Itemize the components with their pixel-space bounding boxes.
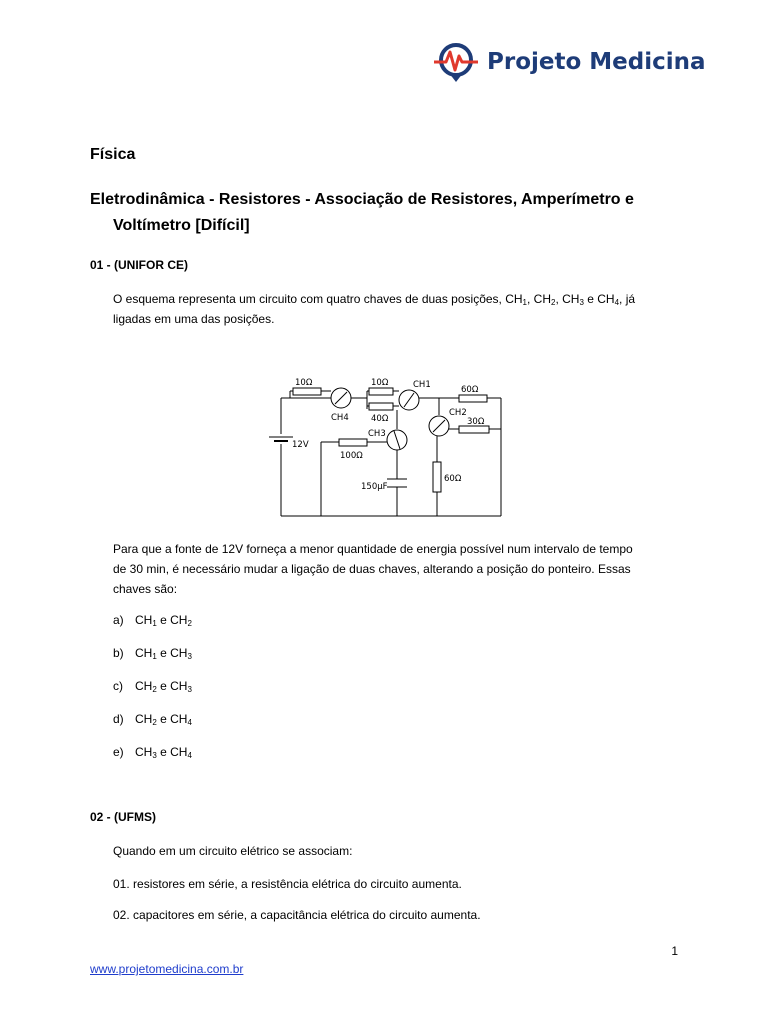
label-r1: 10Ω [295,378,313,388]
subject-title: Física [90,146,136,163]
logo [431,40,706,84]
label-r2: 10Ω [371,378,389,388]
question-1-header: 01 - (UNIFOR CE) [90,258,189,272]
page-number: 1 [671,944,678,958]
question-1-intro: O esquema representa um circuito com quatro chaves de duas posições, $CH_1$, $CH_2$, $CH_3$ e $CH_4$, já ligadas em uma das posições. [113,292,636,326]
label-r7: 60Ω [444,474,462,484]
question-2-item-02: 02. capacitores em série, a capacitância elétrica do circuito aumenta. [113,908,481,922]
label-r5: 30Ω [467,417,485,427]
label-ch1: CH1 [413,380,431,390]
label-source: 12V [292,440,309,450]
label-r3: 40Ω [371,414,389,424]
label-ch4: CH4 [331,413,349,423]
topic-line-1: Eletrodinâmica - Resistores - Associação de Resistores, Amperímetro e [90,191,634,208]
label-ch3: CH3 [368,429,386,439]
question-2-intro: Quando em um circuito elétrico se associam: [113,844,353,858]
question-2-header: 02 - (UFMS) [90,810,156,824]
topic-line-2: Voltímetro [Difícil] [113,217,250,234]
label-cap: 150μF [361,482,388,492]
question-1-text: Para que a fonte de 12V forneça a menor quantidade de energia possível num intervalo de tempo de 30 min, é necessário mudar a ligação de duas chaves, alterando a posição do ponteiro. Essas chaves são: [113,542,633,596]
option-d[interactable]: d) $CH_2$ e $CH_4$ [113,712,192,727]
label-r4: 60Ω [461,385,479,395]
option-a[interactable]: a) $CH_1$ e $CH_2$ [113,613,192,628]
footer-link[interactable]: www.projetomedicina.com.br [90,962,244,976]
option-e[interactable]: e) $CH_3$ e $CH_4$ [113,745,192,760]
heartbeat-location-pin-icon [431,40,481,84]
option-c[interactable]: c) $CH_2$ e $CH_3$ [113,679,192,694]
circuit-diagram [263,369,508,519]
label-ch2: CH2 [449,408,467,418]
option-b[interactable]: b) $CH_1$ e $CH_3$ [113,646,192,661]
question-2-item-01: 01. resistores em série, a resistência elétrica do circuito aumenta. [113,877,462,891]
logo-text: Projeto Medicina [487,49,706,75]
topic-title [90,187,690,239]
label-r6: 100Ω [340,451,363,461]
